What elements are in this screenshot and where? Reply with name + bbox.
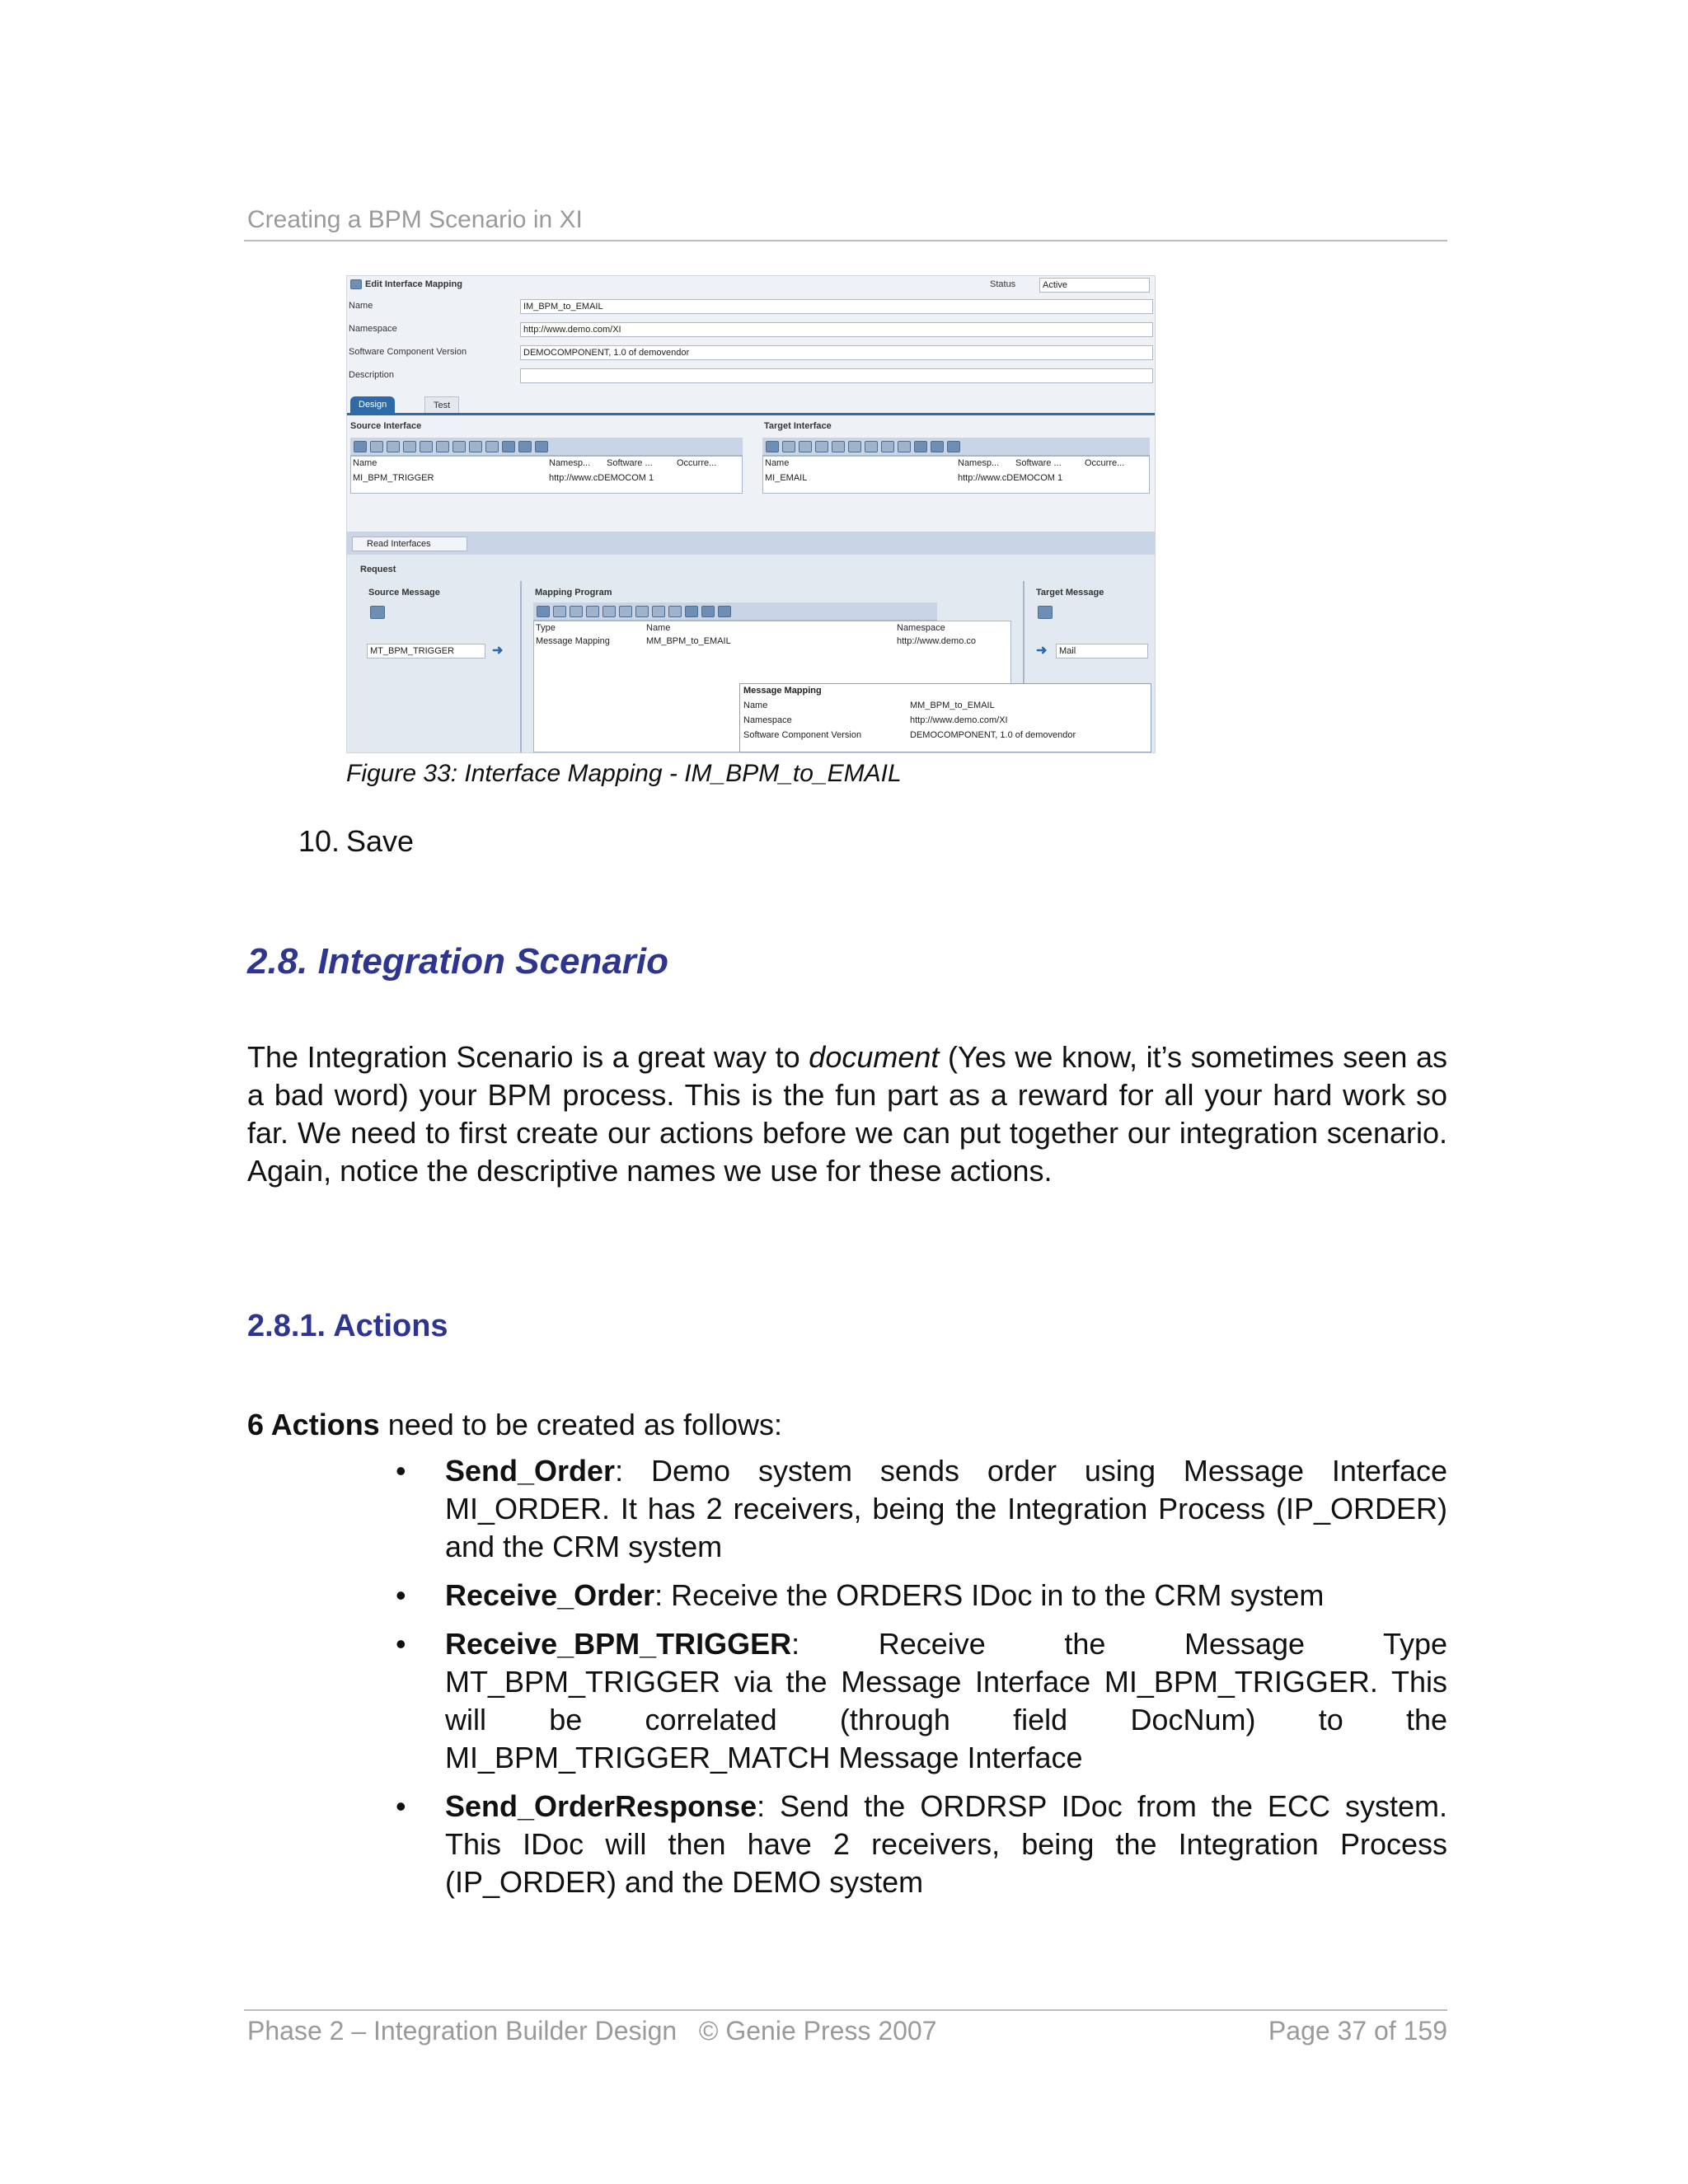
col-name: Name xyxy=(353,458,377,468)
namespace-field[interactable]: http://www.demo.com/XI xyxy=(520,322,1153,337)
col-name: Name xyxy=(765,458,790,468)
tab-strip-rule xyxy=(347,413,1155,415)
section-title: 2.8. Integration Scenario xyxy=(247,941,669,982)
running-header: Creating a BPM Scenario in XI xyxy=(247,206,583,233)
action-term: Receive_BPM_TRIGGER xyxy=(445,1627,792,1661)
action-term: Receive_Order xyxy=(445,1578,655,1612)
description-field[interactable] xyxy=(520,368,1153,383)
action-text: : Demo system sends order using Message Interface MI_ORDER. It has 2 receivers, being the Integration Process (IP_ORDER) and the CRM system xyxy=(445,1454,1447,1563)
down-icon[interactable] xyxy=(586,606,599,617)
details-icon[interactable] xyxy=(931,441,944,452)
name-label: Name xyxy=(349,301,373,311)
bullet-icon: • xyxy=(396,1627,406,1661)
screenshot-title: Edit Interface Mapping xyxy=(365,279,462,289)
col-occurrence: Occurre... xyxy=(1085,458,1125,468)
cut-icon[interactable] xyxy=(848,441,861,452)
copy-icon[interactable] xyxy=(370,441,383,452)
export-icon[interactable] xyxy=(718,606,731,617)
details-icon[interactable] xyxy=(701,606,715,617)
read-interfaces-button[interactable] xyxy=(352,537,467,551)
source-message-rule xyxy=(520,581,522,752)
up-icon[interactable] xyxy=(799,441,812,452)
intro-emphasis: document xyxy=(809,1040,940,1074)
bullet-icon: • xyxy=(396,1789,406,1823)
col-type: Type xyxy=(536,623,556,633)
subsection-title: 2.8.1. Actions xyxy=(247,1309,448,1343)
filter-icon[interactable] xyxy=(881,441,894,452)
message-mapping-popup xyxy=(739,683,1151,752)
arrow-right-icon: ➜ xyxy=(492,644,504,658)
mm-name-label: Name xyxy=(743,701,768,710)
bullet-icon: • xyxy=(396,1578,406,1612)
mm-name-value: MM_BPM_to_EMAIL xyxy=(910,701,995,710)
up-icon[interactable] xyxy=(387,441,400,452)
swcv-field[interactable]: DEMOCOMPONENT, 1.0 of demovendor xyxy=(520,345,1153,360)
add-icon[interactable] xyxy=(537,606,550,617)
mm-namespace-value: http://www.demo.com/XI xyxy=(910,715,1008,725)
action-text: : Receive the Message Type MT_BPM_TRIGGER via the Message Interface MI_BPM_TRIGGER. This will be correlated (through field DocNum) to the MI_BPM_TRIGGER_MATCH Message Interface xyxy=(445,1627,1447,1774)
down-icon[interactable] xyxy=(403,441,416,452)
settings-icon[interactable] xyxy=(914,441,927,452)
sort-icon[interactable] xyxy=(485,441,499,452)
target-interface-toolbar xyxy=(762,438,1150,456)
actions-count: 6 Actions xyxy=(247,1408,380,1441)
target-message-title: Target Message xyxy=(1036,588,1104,598)
paste-icon[interactable] xyxy=(452,441,466,452)
actions-intro-text: need to be created as follows: xyxy=(379,1408,783,1441)
action-term: Send_OrderResponse xyxy=(445,1789,757,1823)
filter-icon[interactable] xyxy=(469,441,482,452)
step-item xyxy=(298,824,414,859)
cut-icon[interactable] xyxy=(436,441,449,452)
export-icon[interactable] xyxy=(535,441,548,452)
source-message-title: Source Message xyxy=(368,588,440,598)
intro-part-1: The Integration Scenario is a great way to xyxy=(247,1040,809,1074)
list-item xyxy=(396,1577,1447,1615)
add-icon[interactable] xyxy=(766,441,779,452)
action-text: : Receive the ORDERS IDoc in to the CRM system xyxy=(654,1578,1325,1612)
details-icon[interactable] xyxy=(518,441,532,452)
settings-icon[interactable] xyxy=(685,606,698,617)
request-label: Request xyxy=(360,565,396,574)
source-interface-toolbar xyxy=(350,438,743,456)
down-icon[interactable] xyxy=(815,441,828,452)
status-label: Status xyxy=(990,279,1016,289)
mapping-type[interactable]: Message Mapping xyxy=(536,636,610,646)
source-message-icon[interactable] xyxy=(370,606,385,619)
source-interface-name[interactable]: MI_BPM_TRIGGER xyxy=(353,473,434,483)
arrow-right-icon: ➜ xyxy=(1036,644,1048,658)
col-software: Software ... xyxy=(607,458,653,468)
target-message-icon[interactable] xyxy=(1038,606,1053,619)
namespace-label: Namespace xyxy=(349,324,397,334)
col-name: Name xyxy=(646,623,671,633)
target-interface-title: Target Interface xyxy=(764,421,832,431)
status-field[interactable]: Active xyxy=(1039,278,1150,293)
settings-icon[interactable] xyxy=(502,441,515,452)
list-item xyxy=(396,1788,1447,1901)
target-interface-table xyxy=(762,456,1150,494)
mm-namespace-label: Namespace xyxy=(743,715,792,725)
copy-icon[interactable] xyxy=(782,441,795,452)
intro-paragraph xyxy=(247,1038,1447,1190)
mm-swcv-value: DEMOCOMPONENT, 1.0 of demovendor xyxy=(910,730,1076,740)
target-message-field[interactable]: Mail xyxy=(1056,644,1148,658)
tab-design[interactable]: Design xyxy=(350,396,395,413)
sort-icon[interactable] xyxy=(898,441,911,452)
read-interfaces-label: Read Interfaces xyxy=(367,539,431,549)
paste-icon[interactable] xyxy=(865,441,878,452)
message-mapping-title: Message Mapping xyxy=(743,686,822,696)
sort-icon[interactable] xyxy=(668,606,682,617)
actions-list xyxy=(396,1452,1447,1912)
page-number: Page 37 of 159 xyxy=(1268,2016,1447,2046)
description-label: Description xyxy=(349,370,395,380)
read-interfaces-bar xyxy=(347,532,1155,555)
mapping-program-toolbar xyxy=(533,602,937,621)
mapping-namespace[interactable]: http://www.demo.co xyxy=(897,636,976,646)
footer-rule xyxy=(244,2009,1447,2011)
cut-icon[interactable] xyxy=(619,606,632,617)
source-message-field[interactable]: MT_BPM_TRIGGER xyxy=(367,644,485,658)
edit-mapping-icon xyxy=(350,279,362,289)
tab-test[interactable]: Test xyxy=(424,396,459,413)
mapping-program-title: Mapping Program xyxy=(535,588,612,598)
copy-icon[interactable] xyxy=(553,606,566,617)
delete-icon[interactable] xyxy=(603,606,616,617)
target-interface-name[interactable]: MI_EMAIL xyxy=(765,473,808,483)
step-text: Save xyxy=(346,824,415,858)
target-interface-namespace[interactable]: http://www.cDEMOCOM 1 xyxy=(958,473,1063,483)
interface-mapping-screenshot xyxy=(346,275,1156,753)
step-number: 10. xyxy=(298,824,340,858)
source-interface-title: Source Interface xyxy=(350,421,422,431)
col-namespace: Namesp... xyxy=(958,458,1000,468)
source-interface-namespace[interactable]: http://www.cDEMOCOM 1 xyxy=(549,473,654,483)
bullet-icon: • xyxy=(396,1454,406,1488)
source-interface-table xyxy=(350,456,743,494)
actions-intro xyxy=(247,1408,782,1442)
list-item xyxy=(396,1625,1447,1777)
action-text: : Send the ORDRSP IDoc from the ECC system. This IDoc will then have 2 receivers, being the Integration Process (IP_ORDER) and the DEMO system xyxy=(445,1789,1447,1899)
action-term: Send_Order xyxy=(445,1454,616,1488)
mm-swcv-label: Software Component Version xyxy=(743,730,862,740)
col-software: Software ... xyxy=(1015,458,1062,468)
footer-left: Phase 2 – Integration Builder Design © Genie Press 2007 xyxy=(247,2016,937,2046)
col-namespace: Namesp... xyxy=(549,458,591,468)
swcv-label: Software Component Version xyxy=(349,347,467,357)
export-icon[interactable] xyxy=(947,441,960,452)
figure-caption: Figure 33: Interface Mapping - IM_BPM_to_EMAIL xyxy=(346,760,902,787)
mapping-name[interactable]: MM_BPM_to_EMAIL xyxy=(646,636,731,646)
paste-icon[interactable] xyxy=(635,606,649,617)
name-field[interactable]: IM_BPM_to_EMAIL xyxy=(520,299,1153,314)
intro-part-2: (Yes we know, it’s sometimes seen as a bad word) your BPM process. This is the fun part as a reward for all your hard work so far. We need to first create our actions before we can put together our integration scenario. Again, notice the descriptive names we use for these actions. xyxy=(247,1040,1447,1188)
header-rule xyxy=(244,240,1447,241)
list-item xyxy=(396,1452,1447,1566)
up-icon[interactable] xyxy=(570,606,583,617)
delete-icon[interactable] xyxy=(420,441,433,452)
add-icon[interactable] xyxy=(354,441,367,452)
col-occurrence: Occurre... xyxy=(677,458,717,468)
delete-icon[interactable] xyxy=(832,441,845,452)
filter-icon[interactable] xyxy=(652,606,665,617)
col-namespace: Namespace xyxy=(897,623,945,633)
